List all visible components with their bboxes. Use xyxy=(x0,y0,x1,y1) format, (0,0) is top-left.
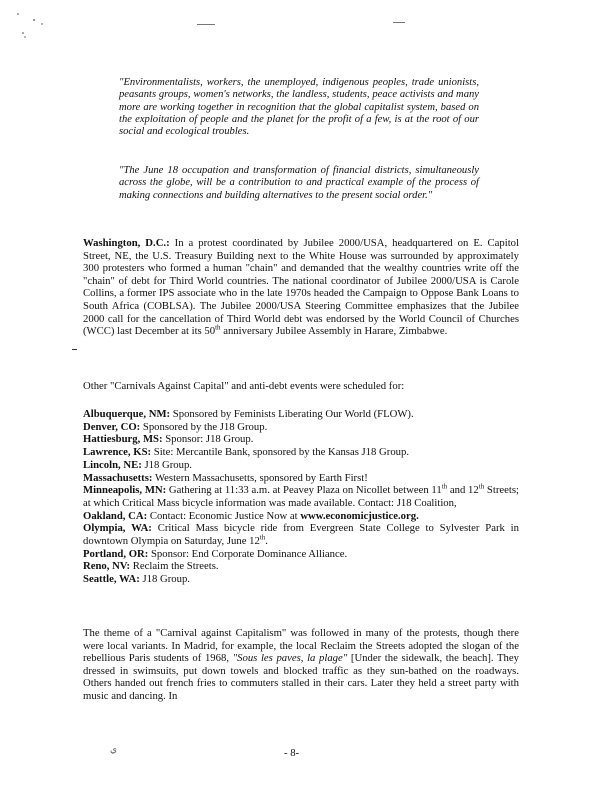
list-item: Oakland, CA: Contact: Economic Justice Now at www.economicjustice.org. xyxy=(83,509,419,522)
events-list xyxy=(83,408,519,586)
list-item: Albuquerque, NM: Sponsored by Feminists Liberating Our World (FLOW). xyxy=(83,408,414,420)
quote-block-1: "Environmentalists, workers, the unemployed, indigenous peoples, trade unionists, peasants groups, women's networks, the landless, students, peace activists and many more are working together in recognition that the global capitalist system, based on the exploitation of people and the planet for the profit of a few, is at the root of our social and ecological troubles. xyxy=(119,77,479,138)
quote-block-2: "The June 18 occupation and transformation of financial districts, simultaneously across the globe, will be a contribution to and practical example of the process of making connections and building alternatives to the present social order." xyxy=(119,165,479,201)
margin-dash xyxy=(72,349,77,350)
list-item: Minneapolis, MN: Gathering at 11:33 a.m. at Peavey Plaza on Nicollet between 11th and 12th Streets; at which Critical Mass bicycle information was made available. Contact: J18 Coalition, xyxy=(83,482,519,509)
washington-text: In a protest coordinated by Jubilee 2000/USA, headquartered on E. Capitol Street, NE, the U.S. Treasury Building next to the White House was surrounded by approximately 300 protesters who formed a human "chain" and demanded that the wealthy countries write off the "chain" of debt for Third World countries. The national coordinator of Jubilee 2000/USA is Carole Collins, a former IPS associate who in the late 1970s headed the Campaign to Oppose Bank Loans to South Africa (COBLSA). The Jubilee 2000/USA Steering Committee emphasizes that the Jubilee 2000 call for the cancellation of Third World debt was endorsed by the World Council of Churches (WCC) last December at its 50 xyxy=(83,237,519,338)
website-text: www.economicjustice.org. xyxy=(300,509,419,522)
scan-mark-dash xyxy=(197,24,215,25)
events-intro: Other "Carnivals Against Capital" and anti-debt events were scheduled for: xyxy=(83,380,405,392)
slogan-text: "Sous les paves, la plage" xyxy=(232,652,348,665)
superscript: th xyxy=(215,323,221,332)
washington-lead: Washington, D.C.: xyxy=(83,237,170,249)
list-item: Lincoln, NE: J18 Group. xyxy=(83,458,192,471)
washington-paragraph xyxy=(83,237,519,338)
list-item: Massachusetts: Western Massachusetts, sponsored by Earth First! xyxy=(83,471,368,484)
scan-specks xyxy=(14,8,54,48)
washington-text-end: anniversary Jubilee Assembly in Harare, Zimbabwe. xyxy=(220,325,448,338)
page-number: - 8- xyxy=(284,747,300,759)
margin-mark: ي xyxy=(110,744,118,754)
list-item: Denver, CO: Sponsored by the J18 Group. xyxy=(83,420,268,433)
list-item: Olympia, WA: Critical Mass bicycle ride from Evergreen State College to Sylvester Park in downtown Olympia on Saturday, June 12th. xyxy=(83,522,519,548)
closing-paragraph: The theme of a "Carnival against Capitalism" was followed in many of the protests, though there were local variants. In Madrid, for example, the local Reclaim the Streets adopted the slogan of the rebellious Paris students of 1968, "Sous les paves, la plage" [Under the sidewalk, the beach]. They dressed in swimsuits, put down towels and blocked traffic as they sun-bathed on the roadways. Others handed out french fries to commuters stalled in their cars. Later they held a street party with music and dancing. In xyxy=(83,627,519,702)
list-item: Portland, OR: Sponsor: End Corporate Dominance Alliance. xyxy=(83,547,348,560)
list-item: Lawrence, KS: Site: Mercantile Bank, sponsored by the Kansas J18 Group. xyxy=(83,446,410,459)
list-item: Hattiesburg, MS: Sponsor: J18 Group. xyxy=(83,433,254,446)
list-item: Reno, NV: Reclaim the Streets. xyxy=(83,560,219,573)
scan-mark-dash xyxy=(393,22,405,23)
list-item: Seattle, WA: J18 Group. xyxy=(83,573,190,586)
